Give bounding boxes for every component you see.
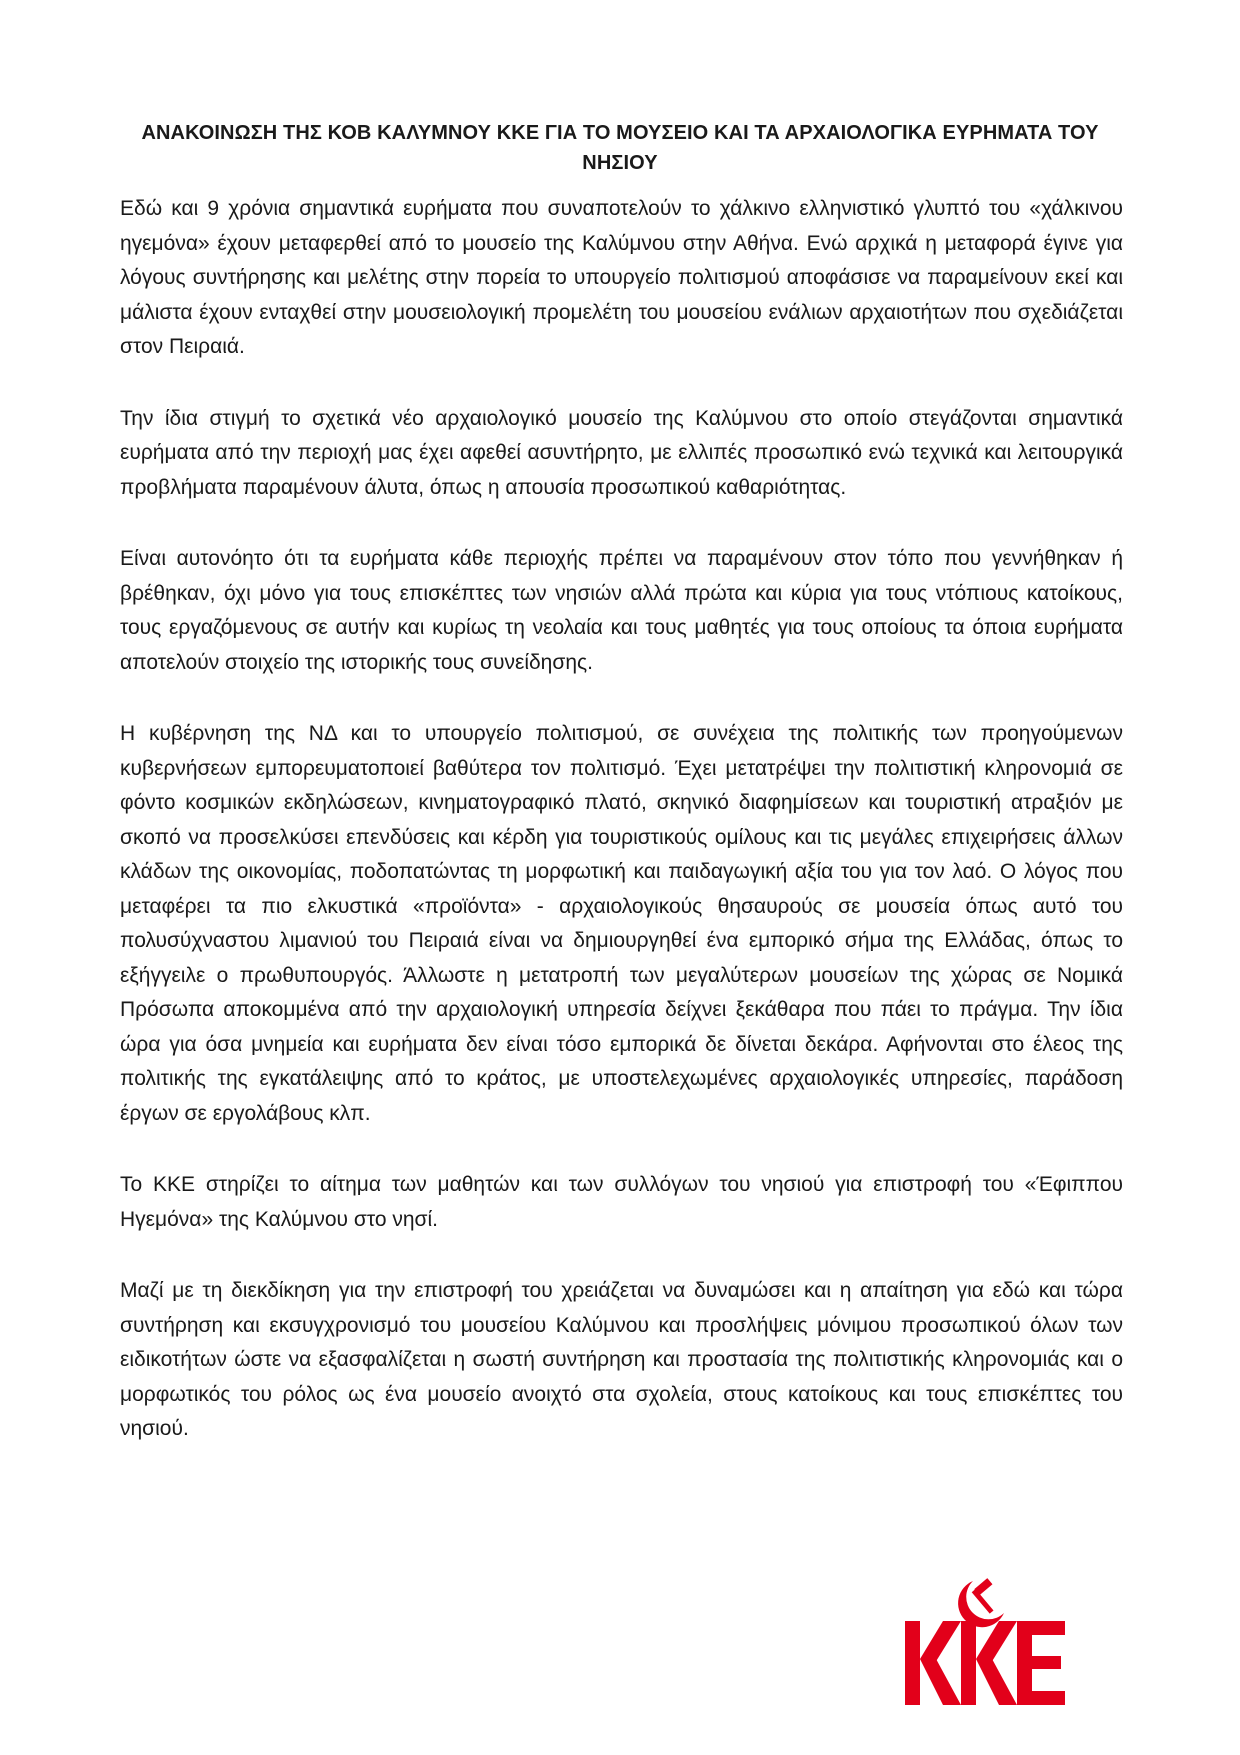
paragraph: Μαζί με τη διεκδίκηση για την επιστροφή του χρειάζεται να δυναμώσει και η απαίτηση για εδώ και τώρα συντήρηση και εκσυγχρονισμό του μουσείου Καλύμνου και προσλήψεις μόνιμου προσωπικού όλων των ειδικοτήτων ώστε να εξασφαλίζεται η σωστή συντήρηση και προστασία της πολιτιστικής κληρονομιάς και ο μορφωτικός του ρόλος ως ένα μουσείο ανοιχτό στα σχολεία, στους κατοίκους και τους επισκέπτες του νησιού.	[120, 1279, 1123, 1440]
hammer-sickle-icon	[958, 1578, 1004, 1627]
kke-letters	[905, 1621, 1065, 1705]
paragraph: Την ίδια στιγμή το σχετικά νέο αρχαιολογικό μουσείο της Καλύμνου στο οποίο στεγάζονται σημαντικά ευρήματα από την περιοχή μας έχει αφεθεί ασυντήρητο, με ελλιπές προσωπικό ενώ τεχνικά και λειτουργικά προβλήματα παραμένουν άλυτα, όπως η απουσία προσωπικού καθαριότητας.	[120, 406, 1123, 499]
paragraph: Η κυβέρνηση της ΝΔ και το υπουργείο πολιτισμού, σε συνέχεια της πολιτικής των προηγούμενων κυβερνήσεων εμπορευματοποιεί βαθύτερα τον πολιτισμό. Έχει μετατρέψει την πολιτιστική κληρονομιά σε φόντο κοσμικών εκδηλώσεων, κινηματογραφικό πλατό, σκηνικό διαφημίσεων και τουριστική ατραξιόν με σκοπό να προσελκύσει επενδύσεις και κέρδη για τουριστικούς ομίλους και τις μεγάλες επιχειρήσεις άλλων κλάδων της οικονομίας, ποδοπατώντας τη μορφωτική και παιδαγωγική αξία του για τον λαό. Ο λόγος που μεταφέρει τα πιο ελκυστικά «προϊόντα» - αρχαιολογικούς θησαυρούς σε μουσεία όπως αυτό του πολυσύχναστου λιμανιού του Πειραιά είναι να δημιουργηθεί ένα εμπορικό σήμα της Ελλάδας, όπως το εξήγγειλε ο πρωθυπουργός. Άλλωστε η μετατροπή των μεγαλύτερων μουσείων της χώρας σε Νομικά Πρόσωπα αποκομμένα από την αρχαιολογική υπηρεσία δείχνει ξεκάθαρα που πάει το πράγμα. Την ίδια ώρα για όσα μνημεία και ευρήματα δεν είναι τόσο εμπορικά δε δίνεται δεκάρα. Αφήνονται στο έλεος της πολιτικής της εγκατάλειψης από το κράτος, με υποστελεχωμένες αρχαιολογικές υπηρεσίες, παράδοση έργων σε εργολάβους κλπ.	[120, 722, 1123, 1125]
document-title: ΑΝΑΚΟΙΝΩΣΗ ΤΗΣ ΚΟΒ ΚΑΛΥΜΝΟΥ ΚΚΕ ΓΙΑ ΤΟ ΜΟΥΣΕΙΟ ΚΑΙ ΤΑ ΑΡΧΑΙΟΛΟΓΙΚΑ ΕΥΡΗΜΑΤΑ ΤΟΥ ΝΗΣΙΟΥ	[141, 122, 1099, 174]
paragraph: Εδώ και 9 χρόνια σημαντικά ευρήματα που συναποτελούν το χάλκινο ελληνιστικό γλυπτό του «χάλκινου ηγεμόνα» έχουν μεταφερθεί από το μουσείο της Καλύμνου στην Αθήνα. Ενώ αρχικά η μεταφορά έγινε για λόγους συντήρησης και μελέτης στην πορεία το υπουργείο πολιτισμού αποφάσισε να παραμείνουν εκεί και μάλιστα έχουν ενταχθεί στην μουσειολογική προμελέτη του μουσείου ενάλιων αρχαιοτήτων που σχεδιάζεται στον Πειραιά.	[120, 197, 1123, 358]
document-body	[120, 192, 1123, 1484]
paragraph: Το ΚΚΕ στηρίζει το αίτημα των μαθητών και των συλλόγων του νησιού για επιστροφή του «Έφιππου Ηγεμόνα» της Καλύμνου στο νησί.	[120, 1173, 1123, 1231]
kke-logo	[903, 1575, 1066, 1708]
kke-logo-graphic	[903, 1575, 1066, 1708]
paragraph: Είναι αυτονόητο ότι τα ευρήματα κάθε περιοχής πρέπει να παραμένουν στον τόπο που γεννήθηκαν ή βρέθηκαν, όχι μόνο για τους επισκέπτες των νησιών αλλά πρώτα και κύρια για τους ντόπιους κατοίκους, τους εργαζόμενους σε αυτήν και κυρίως τη νεολαία και τους μαθητές για τους οποίους τα όποια ευρήματα αποτελούν στοιχείο της ιστορικής τους συνείδησης.	[120, 547, 1123, 674]
